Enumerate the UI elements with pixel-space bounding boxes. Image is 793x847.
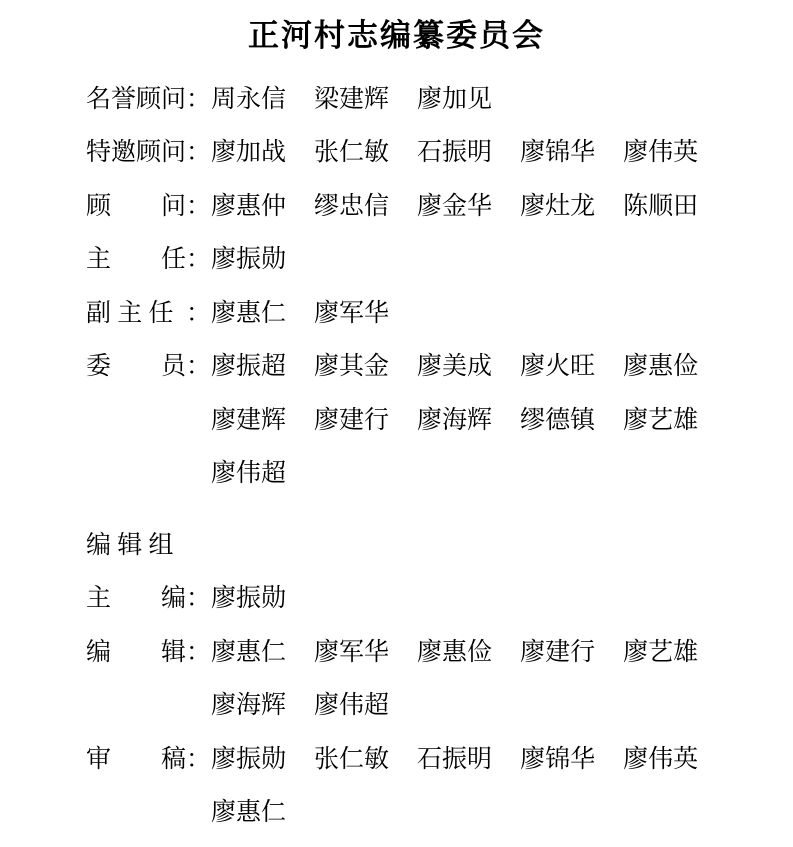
- colon-separator: ：: [186, 585, 212, 613]
- person-name: 廖伟超: [314, 692, 390, 720]
- role-label: 顾 问: [86, 192, 187, 220]
- person-name: 张仁敏: [314, 139, 390, 167]
- role-row: [86, 746, 753, 774]
- colon-separator: ：: [186, 246, 212, 274]
- role-row: [86, 246, 753, 274]
- person-name: 周永信: [211, 85, 287, 113]
- person-name: 廖军华: [314, 638, 390, 666]
- names-group: [211, 300, 389, 328]
- names-group: [211, 585, 286, 613]
- person-name: 廖建行: [520, 638, 596, 666]
- names-continuation-row: [86, 460, 753, 488]
- names-continuation-row: [86, 407, 753, 435]
- person-name: 廖建行: [314, 406, 390, 434]
- names-group: [211, 460, 286, 488]
- names-group: [211, 86, 492, 114]
- role-label: 委 员: [86, 353, 187, 381]
- role-row: [86, 585, 753, 613]
- names-group: [211, 139, 698, 167]
- person-name: 廖伟超: [211, 460, 287, 488]
- names-group: [211, 746, 698, 774]
- person-name: 廖美成: [417, 353, 493, 381]
- role-row: [86, 193, 753, 221]
- person-name: 廖加见: [417, 85, 493, 113]
- person-name: 廖加战: [211, 139, 287, 167]
- role-row: [86, 300, 753, 328]
- person-name: 廖伟英: [623, 139, 699, 167]
- role-label: 主 编: [86, 585, 187, 613]
- person-name: 廖艺雄: [623, 406, 699, 434]
- editorial-group-heading: 编 辑 组: [86, 531, 174, 559]
- person-name: 廖振勋: [211, 745, 287, 773]
- person-name: 廖军华: [314, 299, 390, 327]
- person-name: 缪忠信: [314, 192, 390, 220]
- document-body: [86, 86, 753, 827]
- person-name: 廖锦华: [520, 139, 596, 167]
- person-name: 廖惠俭: [417, 638, 493, 666]
- colon-separator: ：: [186, 192, 212, 220]
- person-name: 张仁敏: [314, 745, 390, 773]
- person-name: 廖振勋: [211, 585, 287, 613]
- names-group: [211, 246, 286, 274]
- names-group: [211, 799, 286, 827]
- person-name: 廖火旺: [520, 353, 596, 381]
- person-name: 陈顺田: [623, 192, 699, 220]
- names-continuation-row: [86, 692, 753, 720]
- names-group: [211, 639, 698, 667]
- person-name: 廖惠仁: [211, 638, 287, 666]
- role-row: [86, 353, 753, 381]
- role-label: 审 稿: [86, 745, 187, 773]
- role-label: 编 辑: [86, 638, 187, 666]
- person-name: 廖振勋: [211, 246, 287, 274]
- role-row: [86, 86, 753, 114]
- person-name: 廖伟英: [623, 745, 699, 773]
- role-label: 主 任: [86, 246, 187, 274]
- person-name: 廖海辉: [417, 406, 493, 434]
- colon-separator: ：: [186, 745, 212, 773]
- person-name: 石振明: [417, 139, 493, 167]
- names-group: [211, 353, 698, 381]
- person-name: 廖振超: [211, 353, 287, 381]
- person-name: 廖艺雄: [623, 638, 699, 666]
- person-name: 廖惠俭: [623, 353, 699, 381]
- colon-separator: ：: [186, 299, 212, 327]
- role-label: 特邀顾问: [86, 139, 187, 167]
- editorial-section: [86, 585, 753, 827]
- committee-section: [86, 86, 753, 488]
- role-label: 副 主 任: [86, 299, 174, 327]
- role-row: [86, 639, 753, 667]
- role-label: 名誉顾问: [86, 85, 187, 113]
- page-title: 正河村志编纂委员会: [248, 18, 545, 53]
- colon-separator: ：: [186, 638, 212, 666]
- names-group: [211, 193, 698, 221]
- person-name: 廖惠仁: [211, 299, 287, 327]
- person-name: 廖惠仲: [211, 192, 287, 220]
- colon-separator: ：: [186, 353, 212, 381]
- role-row: [86, 139, 753, 167]
- person-name: 缪德镇: [520, 406, 596, 434]
- person-name: 廖锦华: [520, 745, 596, 773]
- person-name: 廖灶龙: [520, 192, 596, 220]
- person-name: 廖海辉: [211, 692, 287, 720]
- colon-separator: ：: [186, 139, 212, 167]
- names-group: [211, 407, 698, 435]
- person-name: 廖金华: [417, 192, 493, 220]
- names-group: [211, 692, 389, 720]
- person-name: 廖惠仁: [211, 799, 287, 827]
- colon-separator: ：: [186, 85, 212, 113]
- person-name: 廖其金: [314, 353, 390, 381]
- person-name: 梁建辉: [314, 85, 390, 113]
- names-continuation-row: [86, 799, 753, 827]
- person-name: 廖建辉: [211, 406, 287, 434]
- person-name: 石振明: [417, 745, 493, 773]
